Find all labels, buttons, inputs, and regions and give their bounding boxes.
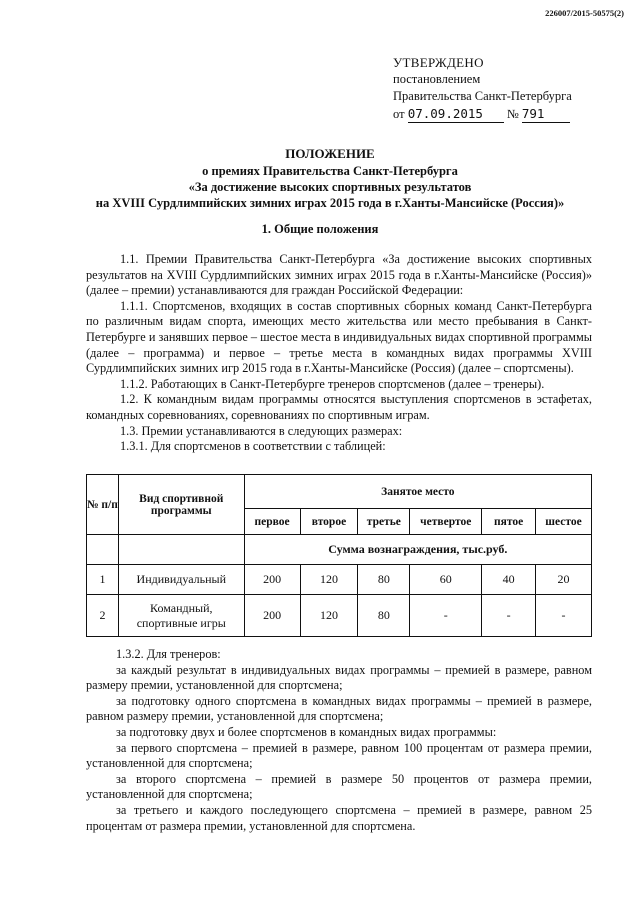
- value-cell: 20: [536, 565, 592, 595]
- paragraph: 1.3. Премии устанавливаются в следующих размерах:: [120, 423, 403, 438]
- value-cell: 80: [358, 595, 410, 637]
- coach-provisions: [86, 647, 592, 834]
- value-cell: 200: [244, 565, 300, 595]
- value-cell: 40: [482, 565, 536, 595]
- header-num: № п/п: [87, 475, 119, 535]
- title-line2: «За достижение высоких спортивных результатов: [188, 180, 472, 194]
- paragraph: за подготовку двух и более спортсменов в командных видах программы:: [116, 724, 497, 739]
- value-cell: -: [482, 595, 536, 637]
- general-provisions: [86, 252, 592, 455]
- number-label: №: [506, 107, 519, 121]
- approval-line1: постановлением: [393, 72, 481, 86]
- empty-cell: [87, 535, 119, 565]
- approval-stamp: [393, 54, 593, 123]
- title-line3: на XVIII Сурдлимпийских зимних играх 2015 года в г.Ханты-Мансийске (Россия)»: [95, 196, 565, 210]
- row-num: 2: [87, 595, 119, 637]
- paragraph: за третьего и каждого последующего спортсмена – премией в размере, равном 25 процентам от размера премии, установленной для спортсмена.: [86, 802, 592, 833]
- paragraph: 1.1.1. Спортсменов, входящих в состав спортивных сборных команд Санкт-Петербурга по различным видам спорта, имеющих место жительства или место пребывания в Санкт-Петербурге и занявших первое – шестое места в индивидуальных видах спортивной программы (далее – программа) и первое – третье места в командных видах программы XVIII Сурдлимпийских зимних игр 2015 года в г.Ханты-Мансийске (Россия) (далее – спортсмены).: [86, 298, 592, 376]
- table-row: [87, 595, 592, 637]
- paragraph: за первого спортсмена – премией в размере, равном 100 процентам от размера премии, установленной для спортсмена;: [86, 740, 592, 771]
- document-title: [70, 146, 590, 211]
- sum-header: Сумма вознаграждения, тыс.руб.: [244, 535, 591, 565]
- from-label: от: [393, 107, 405, 121]
- header-place: Занятое место: [244, 475, 591, 509]
- section-heading: 1. Общие положения: [261, 222, 379, 236]
- title-main: ПОЛОЖЕНИЕ: [285, 146, 375, 161]
- paragraph: 1.1. Премии Правительства Санкт-Петербурга «За достижение высоких спортивных результатов на XVIII Сурдлимпийских зимних играх 2015 года в г.Ханты-Мансийске (Россия)» (далее – премии) устанавливаются для граждан Российской Федерации:: [86, 252, 592, 298]
- place-header: второе: [300, 509, 358, 535]
- paragraph: 1.3.1. Для спортсменов в соответствии с таблицей:: [120, 439, 386, 454]
- place-header: третье: [358, 509, 410, 535]
- approval-date: 07.09.2015: [408, 105, 504, 123]
- prize-table: [86, 474, 592, 637]
- value-cell: 60: [410, 565, 482, 595]
- place-header: первое: [244, 509, 300, 535]
- paragraph: за каждый результат в индивидуальных видах программы – премией в размере, равном размеру премии, установленной для спортсмена;: [86, 662, 592, 693]
- value-cell: 120: [300, 595, 358, 637]
- table-row: [87, 565, 592, 595]
- place-header: шестое: [536, 509, 592, 535]
- approval-date-line: [393, 105, 593, 123]
- place-header: пятое: [482, 509, 536, 535]
- place-header: четвертое: [410, 509, 482, 535]
- value-cell: -: [410, 595, 482, 637]
- approval-line2: Правительства Санкт-Петербурга: [393, 89, 572, 103]
- paragraph: 1.3.2. Для тренеров:: [116, 647, 221, 661]
- paragraph: 1.1.2. Работающих в Санкт-Петербурге тренеров спортсменов (далее – тренеры).: [120, 376, 545, 391]
- value-cell: 80: [358, 565, 410, 595]
- row-type: Индивидуальный: [118, 565, 244, 595]
- paragraph: за подготовку одного спортсмена в командных видах программы – премией в размере, равном размеру премии, установленной для спортсмена;: [86, 693, 592, 724]
- approval-number: 791: [522, 105, 570, 123]
- paragraph: 1.2. К командным видам программы относятся выступления спортсменов в эстафетах, командных соревнованиях, соревнованиях по спортивным играм.: [86, 392, 592, 422]
- value-cell: 120: [300, 565, 358, 595]
- value-cell: 200: [244, 595, 300, 637]
- empty-cell: [118, 535, 244, 565]
- header-type: Вид спортивной программы: [118, 475, 244, 535]
- approved-label: УТВЕРЖДЕНО: [393, 55, 484, 70]
- row-type: Командный, спортивные игры: [118, 595, 244, 637]
- document-number: 226007/2015-50575(2): [545, 8, 624, 18]
- row-num: 1: [87, 565, 119, 595]
- value-cell: -: [536, 595, 592, 637]
- paragraph: за второго спортсмена – премией в размере 50 процентов от размера премии, установленной для спортсмена;: [86, 771, 592, 802]
- title-line1: о премиях Правительства Санкт-Петербурга: [202, 164, 458, 178]
